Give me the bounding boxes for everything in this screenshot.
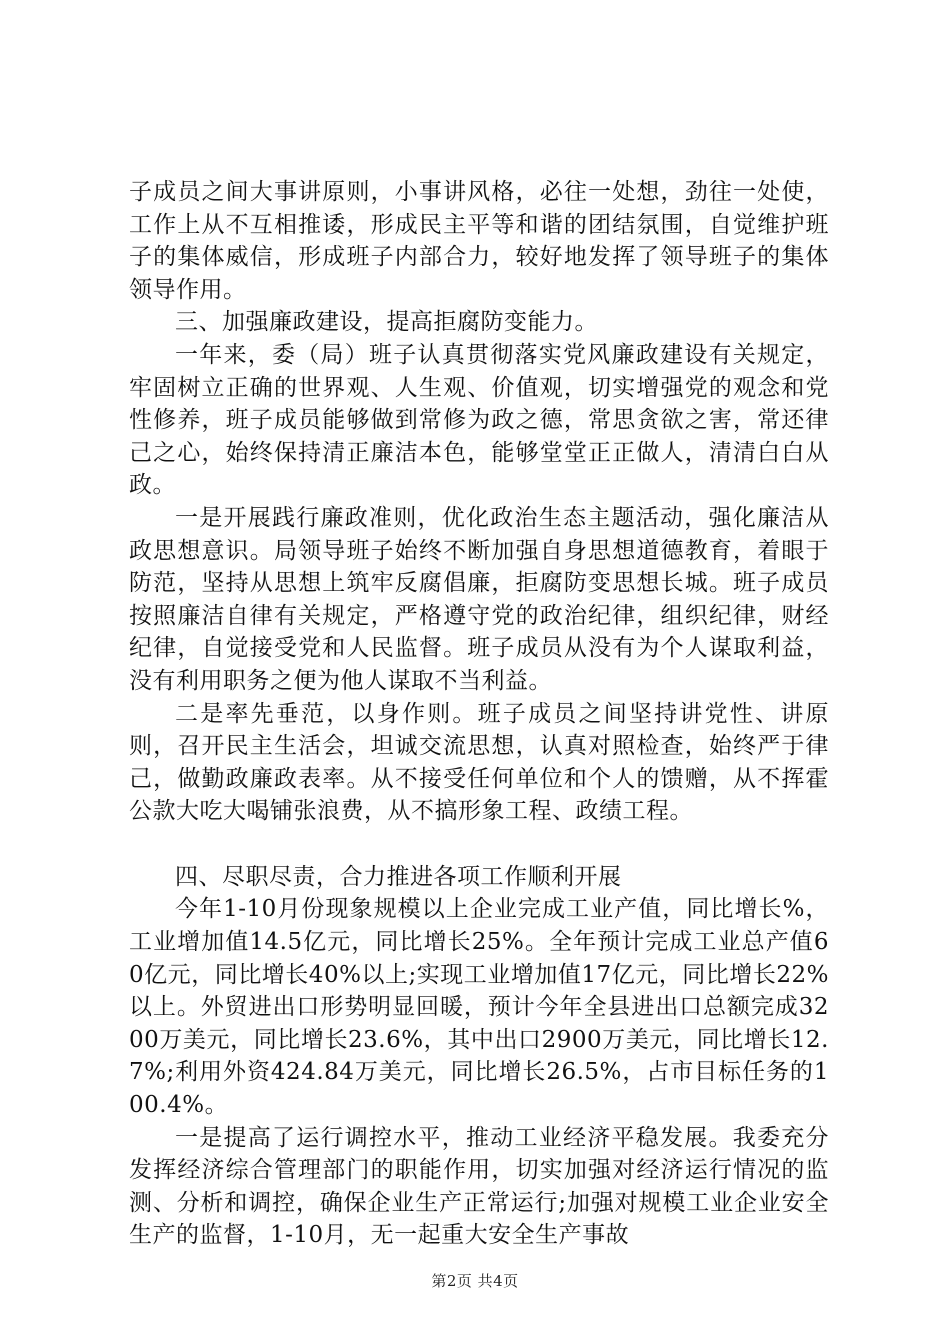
page-number-footer: 第2页 共4页 xyxy=(431,1272,519,1290)
paragraph-regulation-point-1: 一是提高了运行调控水平，推动工业经济平稳发展。我委充分发挥经济综合管理部门的职能作用，切实加强对经济运行情况的监测、分析和调控，确保企业生产正常运行;加强对规模工业企业安全生产的监督，1-10月，无一起重大安全生产事故 xyxy=(129,1124,829,1249)
paragraph-integrity-point-1: 一是开展践行廉政准则，优化政治生态主题活动，强化廉洁从政思想意识。局领导班子始终不断加强自身思想道德教育，着眼于防范，坚持从思想上筑牢反腐倡廉，拒腐防变思想长城。班子成员按照廉洁自律有关规定，严格遵守党的政治纪律，组织纪律，财经纪律，自觉接受党和人民监督。班子成员从没有为个人谋取利益，没有利用职务之便为他人谋取不当利益。 xyxy=(129,504,829,694)
document-body xyxy=(129,176,829,1252)
paragraph-integrity-overview: 一年来，委（局）班子认真贯彻落实党风廉政建设有关规定，牢固树立正确的世界观、人生观、价值观，切实增强党的观念和党性修养，班子成员能够做到常修为政之德，常思贪欲之害，常还律己之心，始终保持清正廉洁本色，能够堂堂正正做人，清清白白从政。 xyxy=(129,341,829,499)
section-heading-3: 三、加强廉政建设，提高拒腐防变能力。 xyxy=(175,309,598,336)
paragraph-continuation: 子成员之间大事讲原则，小事讲风格，必往一处想，劲往一处使，工作上从不互相推诿，形成民主平等和谐的团结氛围，自觉维护班子的集体威信，形成班子内部合力，较好地发挥了领导班子的集体领导作用。 xyxy=(129,179,829,303)
paragraph-integrity-point-2: 二是率先垂范，以身作则。班子成员之间坚持讲党性、讲原则，召开民主生活会，坦诚交流思想，认真对照检查，始终严于律己，做勤政廉政表率。从不接受任何单位和个人的馈赠，从不挥霍公款大吃大喝铺张浪费，从不搞形象工程、政绩工程。 xyxy=(129,700,829,825)
paragraph-gap xyxy=(129,828,829,861)
paragraph-economic-stats: 今年1-10月份现象规模以上企业完成工业产值，同比增长%，工业增加值14.5亿元，同比增长25%。全年预计完成工业总产值60亿元，同比增长40%以上;实现工业增加值17亿元，同比增长22%以上。外贸进出口形势明显回暖，预计今年全县进出口总额完成3200万美元，同比增长23.6%，其中出口2900万美元，同比增长12.7%;利用外资424.84万美元，同比增长26.5%，占市目标任务的100.4%。 xyxy=(129,896,829,1119)
section-heading-4: 四、尽职尽责，合力推进各项工作顺利开展 xyxy=(175,863,622,890)
